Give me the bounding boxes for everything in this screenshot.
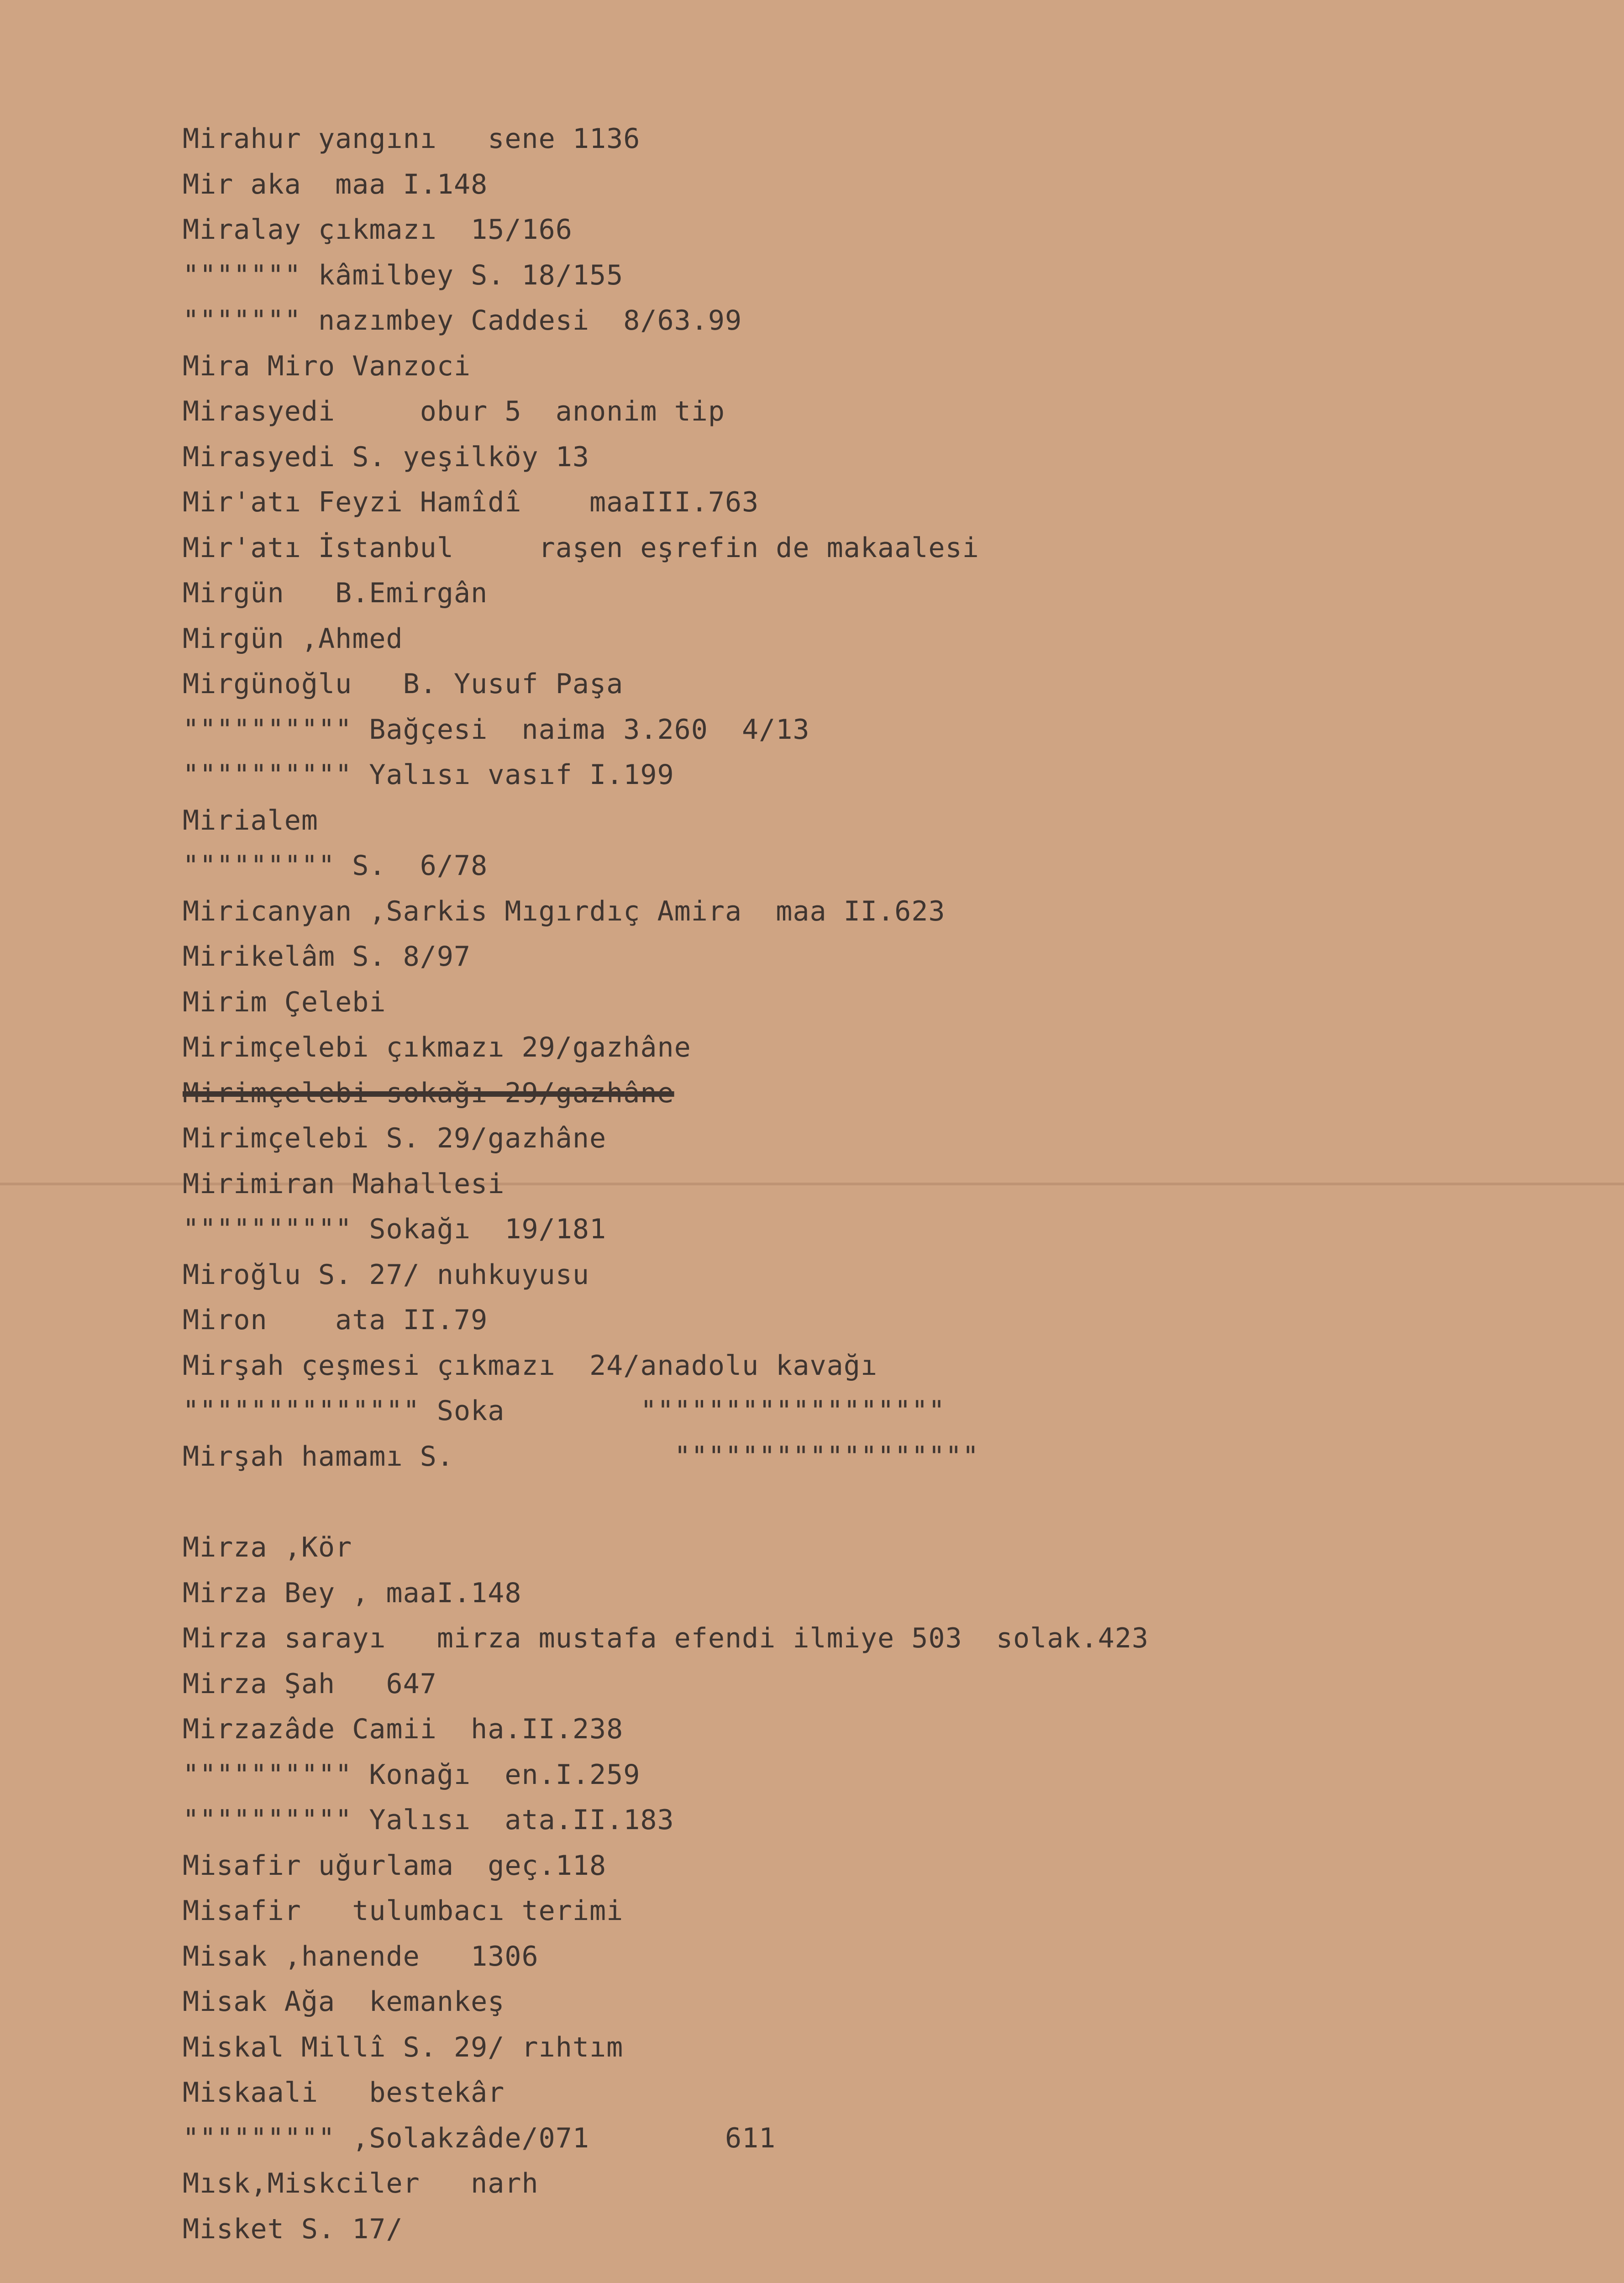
entry-line: Miricanyan ,Sarkis Mıgırdıç Amira maa II.623 <box>183 895 946 927</box>
entry-line: Misafir uğurlama geç.118 <box>183 1849 607 1882</box>
entry-line: Misafir tulumbacı terimi <box>183 1895 624 1927</box>
entry-line: """""""""""""" Soka """""""""""""""""" <box>183 1395 946 1427</box>
entry-line: """""""""" Yalısı ata.II.183 <box>183 1804 674 1836</box>
entry-line: Mirim Çelebi <box>183 986 386 1018</box>
entry-line: Mirşah hamamı S. """""""""""""""""" <box>183 1440 979 1473</box>
entry-line: Misak ,hanende 1306 <box>183 1940 539 1973</box>
entry-line: """"""""" ,Solakzâde/071 611 <box>183 2122 776 2154</box>
entry-line: """""""""" Bağçesi naima 3.260 4/13 <box>183 713 810 746</box>
entry-line: Miroğlu S. 27/ nuhkuyusu <box>183 1258 589 1291</box>
blank-line <box>183 1479 1552 1525</box>
entry-line: Misak Ağa kemankeş <box>183 1986 505 2018</box>
entry-line: Miralay çıkmazı 15/166 <box>183 214 573 246</box>
entry-line: Mirza Şah 647 <box>183 1668 437 1700</box>
entry-line: Mirgünoğlu B. Yusuf Paşa <box>183 668 624 700</box>
entry-line: Mirşah çeşmesi çıkmazı 24/anadolu kavağı <box>183 1349 878 1382</box>
entry-line: Mirimçelebi çıkmazı 29/gazhâne <box>183 1031 691 1063</box>
struck-through-line: Mirimçelebi sokağı 29/gazhâne <box>183 1077 674 1109</box>
entry-line: """""""""" Konağı en.I.259 <box>183 1758 641 1791</box>
entry-line: Miskal Millî S. 29/ rıhtım <box>183 2031 624 2063</box>
entry-line: Mirgün B.Emirgân <box>183 577 488 609</box>
entry-line: Mirzazâde Camii ha.II.238 <box>183 1713 624 1745</box>
entry-line: Mir aka maa I.148 <box>183 168 488 200</box>
entry-line: Mirimçelebi S. 29/gazhâne <box>183 1122 607 1154</box>
entry-line: """"""" nazımbey Caddesi 8/63.99 <box>183 305 742 337</box>
entry-line: Mirza sarayı mirza mustafa efendi ilmiye 503 solak.423 <box>183 1622 1149 1654</box>
entry-line: Mir'atı İstanbul raşen eşrefin de makaalesi <box>183 531 979 564</box>
entry-line: Mirgün ,Ahmed <box>183 622 403 655</box>
entry-line: Miskaali bestekâr <box>183 2077 505 2109</box>
entry-line: Mir'atı Feyzi Hamîdî maaIII.763 <box>183 486 759 518</box>
entry-line: Mirimiran Mahallesi <box>183 1168 505 1200</box>
entry-line: Mirasyedi S. yeşilköy 13 <box>183 441 589 473</box>
entry-line: """""""""" Sokağı 19/181 <box>183 1213 607 1245</box>
entry-line: Mirahur yangını sene 1136 <box>183 123 641 155</box>
entry-line: """""""""" Yalısı vasıf I.199 <box>183 759 674 791</box>
entry-list <box>183 116 1552 2252</box>
entry-line: Mirza Bey , maaI.148 <box>183 1577 522 1609</box>
entry-line: Mirikelâm S. 8/97 <box>183 941 471 973</box>
entry-line: Mısk,Miskciler narh <box>183 2167 539 2199</box>
entry-line: Mirialem <box>183 804 318 836</box>
entry-line: Mira Miro Vanzoci <box>183 350 471 382</box>
entry-line: """"""""" S. 6/78 <box>183 850 488 882</box>
entry-line: Mirasyedi obur 5 anonim tip <box>183 395 725 427</box>
entry-line: Mirza ,Kör <box>183 1531 352 1563</box>
entry-line: Misket S. 17/ <box>183 2213 403 2245</box>
entry-line: Miron ata II.79 <box>183 1304 488 1336</box>
entry-line: """"""" kâmilbey S. 18/155 <box>183 259 624 291</box>
